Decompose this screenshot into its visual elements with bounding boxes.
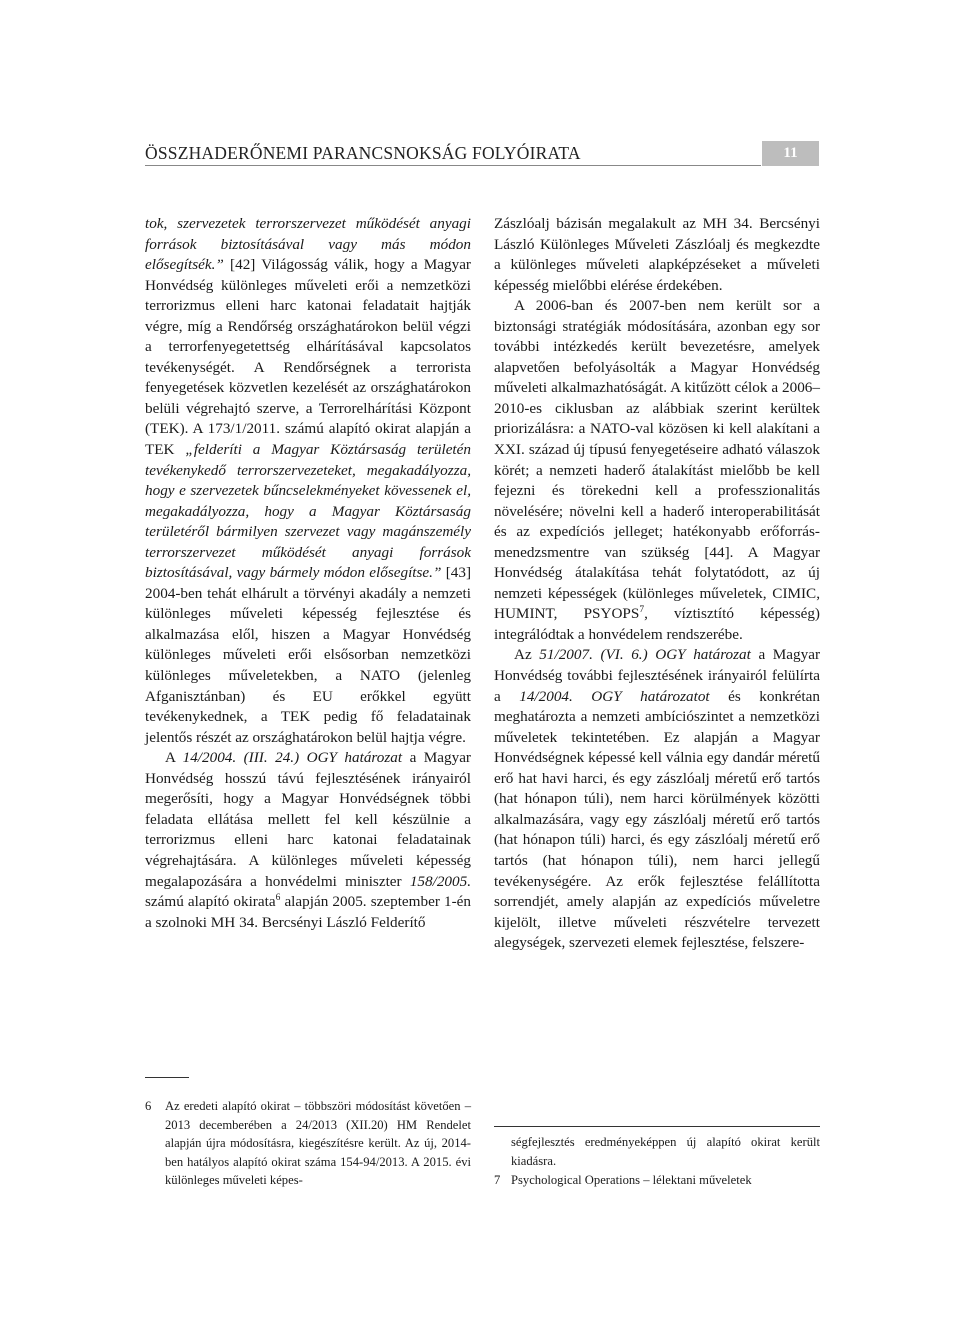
text-run: a Magyar Honvédség hosszú távú fejlesztésének irányairól megerősíti, hogy a Magyar Honvédségnek többi feladata ellátása mellett fel kell készülnie a terrorizmus elleni harc katonai feladatainak végrehajtására. A különleges műveleti képesség megalapozására a honvédelmi miniszter xyxy=(145,749,471,890)
footnote-6 xyxy=(145,1097,471,1190)
quote-italic: „felderíti a Magyar Köztársaság területén tevékenykedő terrorszervezeteket, megakadályozza, hogy e szervezetek bűncselekményeket kövessenek el, megakadályozza, hogy a Magyar Köztársaság területéről bármilyen szervezet vagy magánszemély terrorszervezet működését anyagi források biztosításával, vagy bármely módon elősegítse.” xyxy=(145,441,471,582)
text-run: A xyxy=(165,749,183,767)
left-paragraph-1 xyxy=(145,214,471,748)
citation-italic: 51/2007. (VI. 6.) OGY határozat xyxy=(539,646,751,664)
text-run: A 2006-ban és 2007-ben nem került sor a biztonsági stratégiák módosítására, azonban egy sor további intézkedés került bevezetésre, amelyek alapvetően befolyásolták a Magyar Honvédség műveleti alkalmazhatóságát. A kitűzött célok a 2006–2010-es ciklusban az alábbiak szerint kerültek priorizálásra: a NATO-val közösen ki kell alakítani a XXI. század új típusú fenyegetéseire adható válaszok körét; a nemzeti haderő átalakítást mielőbb be kell fejezni és törekedni kell a professzionalitás növelésére; növelni kell a haderő interoperabilitását és az expedíciós jelleget; hatékonyabb erőforrás-menedzsmentre van szükség [44]. A Magyar Honvédség átalakítása tehát folytatódott, az új nemzeti képességek (különleges műveletek, CIMIC, HUMINT, PSYOPS xyxy=(494,297,820,623)
footnote-text: Psychological Operations – lélektani műveletek xyxy=(511,1173,752,1187)
footnote-ref-6[interactable]: 6 xyxy=(275,893,281,904)
footnote-number: 6 xyxy=(145,1099,152,1113)
footnote-divider xyxy=(494,1126,820,1127)
quote-italic: tok, szervezetek terrorszervezet működését anyagi források biztosításával vagy más módon elősegítsék.” xyxy=(145,215,471,274)
footnote-number: 7 xyxy=(494,1173,501,1187)
footnote-ref-7[interactable]: 7 xyxy=(639,605,645,616)
left-paragraph-2 xyxy=(145,748,471,933)
text-run: és konkrétan meghatározta a nemzeti ambíciószintet a nemzetközi műveletek tekintetében. Ez alapján a Magyar Honvédségnek képessé kell válnia egy dandár méretű erő hat havi harci, és egy zászlóalj méretű erő tartós (hat hónapon túli), nem harci körülmények közötti alkalmazására, vagy egy zászlóalj méretű erő tartós (hat hónapon túli) harci, és egy zászlóalj méretű erő tartós (hat hónapon túli), nem harci jellegű tevékenységére. Az erők fejlesztése felállította sorrendjét, amely alapján az expedíciós műveletre kijelölt, illetve műveleti részvételre tervezett alegységek, szervezeti elemek fejlesztése, felszere- xyxy=(494,687,820,952)
citation-italic: 14/2004. (III. 24.) OGY határozat xyxy=(182,749,403,767)
text-run: , víztisztító képesség) integrálódtak a honvédelem rendszerébe. xyxy=(494,605,820,643)
page-number: 11 xyxy=(762,141,819,166)
footnote-text: Az eredeti alapító okirat – többszöri módosítást követően – 2013 decemberében a 24/2013 (XII.20) HM Rendelet alapján újra módosításra, kiegészítésre került. Az új, 2014-ben hatályos alapító okirat száma 154-94/2013. A 2015. évi különleges műveleti képes- xyxy=(165,1099,471,1188)
text-run: számú alapító okirata xyxy=(145,893,276,911)
footnote-7 xyxy=(494,1171,820,1190)
text-run: alapján 2005. szeptember 1-én a szolnoki MH 34. Bercsényi László Felderítő xyxy=(145,893,471,931)
right-column xyxy=(494,214,820,954)
right-paragraph-2 xyxy=(494,296,820,645)
right-paragraph-1: Zászlóalj bázisán megalakult az MH 34. Bercsényi László Különleges Műveleti Zászlóalj és megkezdte a különleges műveleti alapképzéseket a műveleti képesség mielőbbi elérése érdekében. xyxy=(494,215,820,294)
citation-italic: 14/2004. OGY határozatot xyxy=(519,687,710,705)
footnote-divider xyxy=(145,1077,189,1078)
text-run: Az xyxy=(514,646,540,664)
text-run: a Magyar Honvédség további fejlesztésének irányairól felülírta a xyxy=(494,646,820,705)
right-paragraph-3 xyxy=(494,645,820,953)
citation-italic: 158/2005. xyxy=(409,872,471,890)
journal-title: ÖSSZHADERŐNEMI PARANCSNOKSÁG FOLYÓIRATA xyxy=(145,143,581,163)
header-divider xyxy=(145,165,761,166)
text-run: [43] 2004-ben tehát elhárult a törvényi akadály a nemzeti különleges műveleti képesség fejlesztése és alkalmazása elől, hiszen a Magyar Honvédség különleges műveleti erői elsősorban nemzetközi különleges műveletekben, a NATO (jelenleg Afganisztánban) és EU erőkkel együtt tevékenykednek, a TEK pedig fő feladatainak jelentős részét az országhatárokon belül hajtja végre. xyxy=(145,564,471,746)
left-column xyxy=(145,214,471,933)
text-run: [42] Világosság válik, hogy a Magyar Honvédség különleges műveleti erői a nemzetközi terrorizmus elleni harc katonai feladatait hajtják végre, míg a Rendőrség országhatárokon belül végzi a terrorfenyegetettség elhárításával kapcsolatos tevékenységét. A Rendőrségnek a terrorista fenyegetések közvetlen kezelését az országhatárokon belüli végrehajtó szerve, a Terrorelhárítási Központ (TEK). A 173/1/2011. számú alapító okirat alapján a TEK xyxy=(145,256,471,459)
footnote-6-continued: ségfejlesztés eredményeképpen új alapító okirat került kiadásra. xyxy=(511,1135,820,1168)
